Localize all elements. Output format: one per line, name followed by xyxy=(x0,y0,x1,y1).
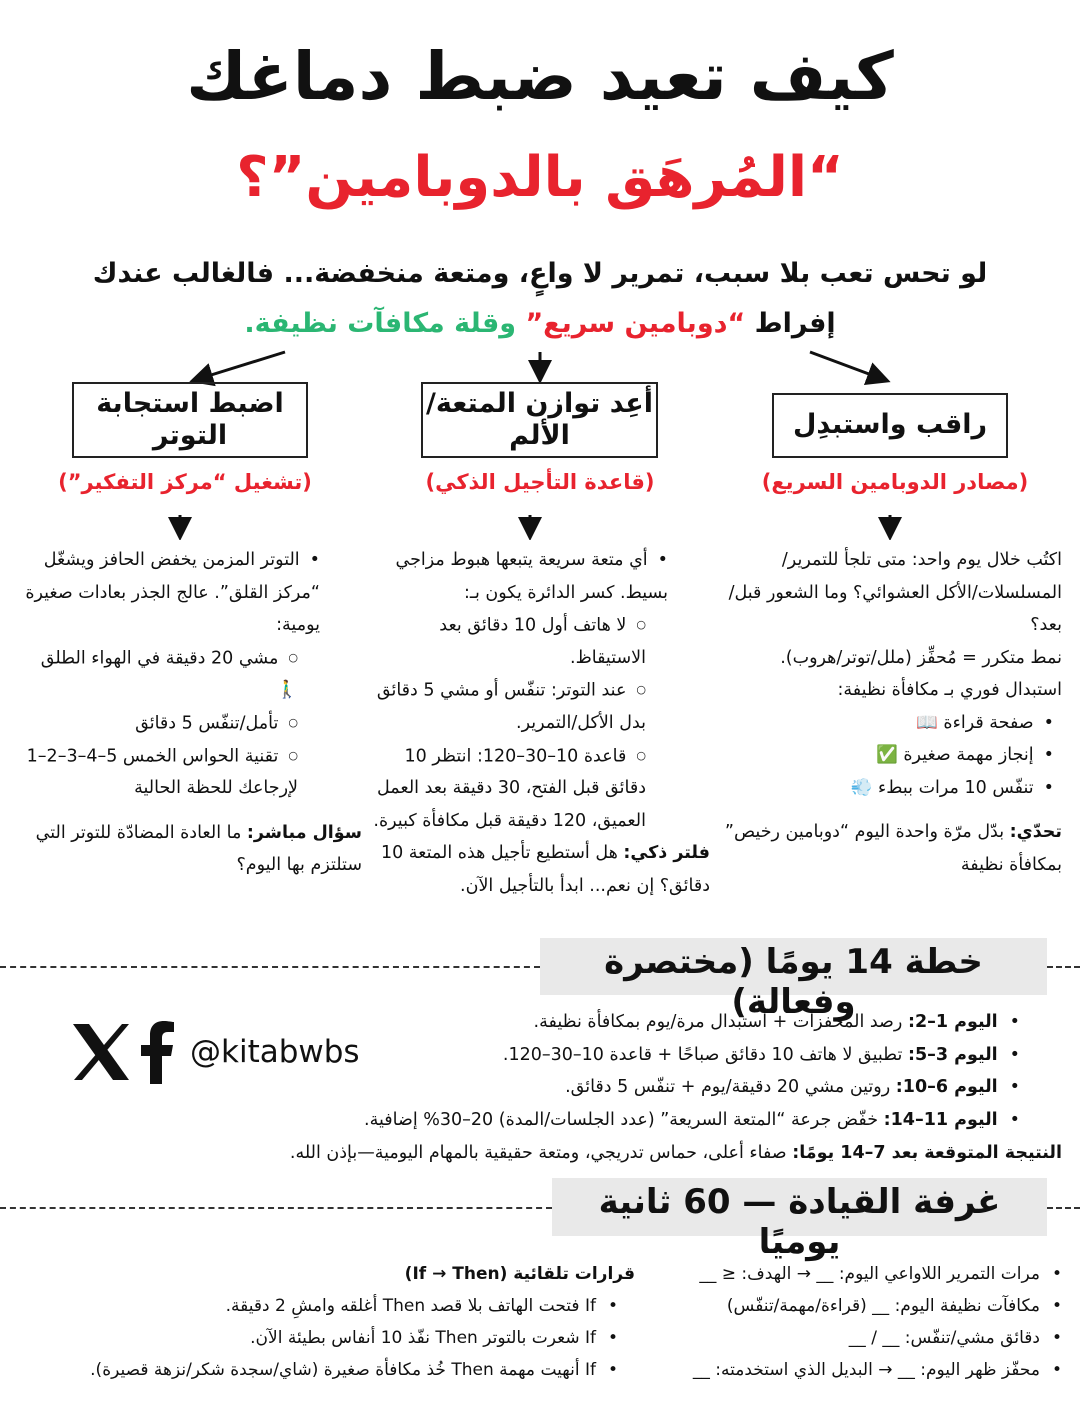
sub-item: ○ تقنية الحواس الخمس 5–4–3–2–1 لإرجاعك للحظة الحالية xyxy=(20,740,320,805)
list-item: • إنجاز مهمة صغيرة ✅ xyxy=(722,739,1054,772)
intro-red: “دوبامين سريع” xyxy=(525,308,746,339)
column-rebalance xyxy=(368,544,710,902)
arrow-right xyxy=(810,352,885,380)
list-item: • أي متعة سريعة يتبعها هبوط مزاجي بسيط. كسر الدائرة يكون بـ: xyxy=(368,544,668,609)
plan-item xyxy=(300,1104,1020,1137)
facebook-logo-icon[interactable] xyxy=(140,1020,176,1084)
tracker-item: • مكافآت نظيفة اليوم: __ (قراءة/مهمة/تنفّس) xyxy=(640,1290,1062,1322)
rules-list xyxy=(0,1290,618,1386)
plan-day: اليوم 1–2: xyxy=(907,1012,998,1032)
intro-green: وقلة مكافآت نظيفة. xyxy=(244,308,526,339)
plan-title: خطة 14 يومًا (مختصرة وفعالة) xyxy=(540,938,1047,995)
plan-item xyxy=(300,1006,1020,1039)
sub-item: ○ مشي 20 دقيقة في الهواء الطلق 🚶‍♂️ xyxy=(20,642,320,707)
col1-replace: استبدال فوري بـ مكافأة نظيفة: xyxy=(837,680,1062,700)
result-text: صفاء أعلى، حماس تدريجي، ومتعة حقيقية بالمهام اليومية—بإذن الله. xyxy=(289,1143,793,1163)
subtitle-fast-dopamine: (مصادر الدوبامين السريع) xyxy=(761,470,1029,494)
tracker-list xyxy=(640,1258,1062,1386)
rule-item: • If شعرت بالتوتر Then نفّذ 10 أنفاس بطيئة الآن. xyxy=(0,1322,618,1354)
list-item: • تنفّس 10 مرات ببطء 💨 xyxy=(722,772,1054,805)
plan-text: خفّض جرعة “المتعة السريعة” (عدد الجلسات/المدة) 20–30% إضافية. xyxy=(364,1109,884,1130)
challenge-label: تحدّي: xyxy=(1009,822,1062,842)
page-subtitle: “المُرهَق بالدوبامين”؟ xyxy=(236,145,844,210)
filter-label: فلتر ذكي: xyxy=(623,843,710,864)
sub-item: ○ لا هاتف أول 10 دقائق بعد الاستيقاظ. xyxy=(368,609,668,674)
box-stress: اضبط استجابة التوتر xyxy=(72,382,308,458)
result-label: النتيجة المتوقعة بعد 7–14 يومًا: xyxy=(792,1143,1062,1163)
sub-item: ○ قاعدة 10–30–120: انتظر 10 دقائق قبل الفتح، 30 دقيقة بعد العمل العميق، 120 دقيقة قبل مكافأة كبيرة. xyxy=(368,740,668,838)
filter-text: هل أستطيع تأجيل هذه المتعة 10 دقائق؟ إن نعم... ابدأ بالتأجيل الآن. xyxy=(380,843,710,896)
divider xyxy=(0,966,540,968)
plan-day: اليوم 3–5: xyxy=(907,1044,998,1065)
sub-item: ○ تأمل/تنفّس 5 دقائق xyxy=(20,707,320,740)
rules-title: قرارات تلقائية (If → Then) xyxy=(404,1264,635,1284)
plan-item xyxy=(300,1071,1020,1104)
plan-result xyxy=(200,1137,1062,1170)
rule-item: • If فتحت الهاتف بلا قصد Then أغلقه وامشِ 2 دقيقة. xyxy=(0,1290,618,1322)
tracker-item: • محفّز ظهر اليوم: __ → البديل الذي استخدمته: __ xyxy=(640,1354,1062,1386)
intro-line-1: لو تحس تعب بلا سبب، تمرير لا واعٍ، ومتعة منخفضة... فالغالب عندك xyxy=(92,258,988,289)
plan-list xyxy=(300,1006,1020,1136)
intro-prefix: إفراط xyxy=(745,308,836,339)
challenge-text: بدّل مرّة واحدة اليوم “دوبامين رخيص” بمكافأة نظيفة xyxy=(724,822,1062,875)
tracker-item: • مرات التمرير اللاواعي اليوم: __ → الهدف: ≤ __ xyxy=(640,1258,1062,1290)
x-logo-icon[interactable] xyxy=(70,1021,132,1083)
plan-text: روتين مشي 20 دقيقة/يوم + تنفّس 5 دقائق. xyxy=(565,1077,896,1097)
dashboard-title: غرفة القيادة — 60 ثانية يوميًا xyxy=(552,1178,1047,1236)
subtitle-thinking-center: (تشغيل “مركز التفكير”) xyxy=(58,470,312,494)
col1-pattern: نمط متكرر = مُحفِّز (ملل/توتر/هروب). xyxy=(780,647,1062,668)
list-item: • صفحة قراءة 📖 xyxy=(722,707,1054,740)
plan-text: تطبيق لا هاتف 10 دقائق صباحًا + قاعدة 10–30–120. xyxy=(502,1044,908,1065)
plan-day: اليوم 6–10: xyxy=(895,1077,998,1097)
divider xyxy=(1047,966,1080,968)
list-item: • التوتر المزمن يخفض الحافز ويشغّل “مركز القلق”. عالج الجذر بعادات صغيرة يومية: xyxy=(20,544,320,642)
tracker-item: • دقائق مشي/تنفّس: __ / __ xyxy=(640,1322,1062,1354)
subtitle-smart-delay: (قاعدة التأجيل الذكي) xyxy=(425,470,655,494)
column-stress xyxy=(20,544,362,882)
arrow-left xyxy=(195,352,285,380)
divider xyxy=(1047,1207,1080,1209)
plan-item xyxy=(300,1039,1020,1072)
social-handle[interactable]: @kitabwbs xyxy=(190,1034,360,1070)
rule-item: • If أنهيت مهمة Then خُذ مكافأة صغيرة (شاي/سجدة شكر/نزهة قصيرة). xyxy=(0,1354,618,1386)
box-monitor-replace: راقب واستبدِل xyxy=(772,393,1008,458)
question-text: ما العادة المضادّة للتوتر التي ستلتزم بها اليوم؟ xyxy=(35,822,362,876)
plan-text: رصد المحفزات + استبدال مرة/يوم بمكافأة نظيفة. xyxy=(533,1012,908,1032)
page-title: كيف تعيد ضبط دماغك xyxy=(186,38,894,115)
col1-text: اكتُب خلال يوم واحد: متى تلجأ للتمرير/المسلسلات/الأكل العشوائي؟ وما الشعور قبل/بعد؟ xyxy=(728,550,1062,635)
question-label: سؤال مباشر: xyxy=(246,822,362,843)
plan-day: اليوم 11–14: xyxy=(883,1109,998,1130)
intro-line-2 xyxy=(60,308,1020,339)
column-monitor xyxy=(722,544,1062,881)
box-rebalance: أعِد توازن المتعة/الألم xyxy=(421,382,658,458)
divider xyxy=(0,1207,552,1209)
sub-item: ○ عند التوتر: تنفّس أو مشي 5 دقائق بدل الأكل/التمرير. xyxy=(368,674,668,739)
